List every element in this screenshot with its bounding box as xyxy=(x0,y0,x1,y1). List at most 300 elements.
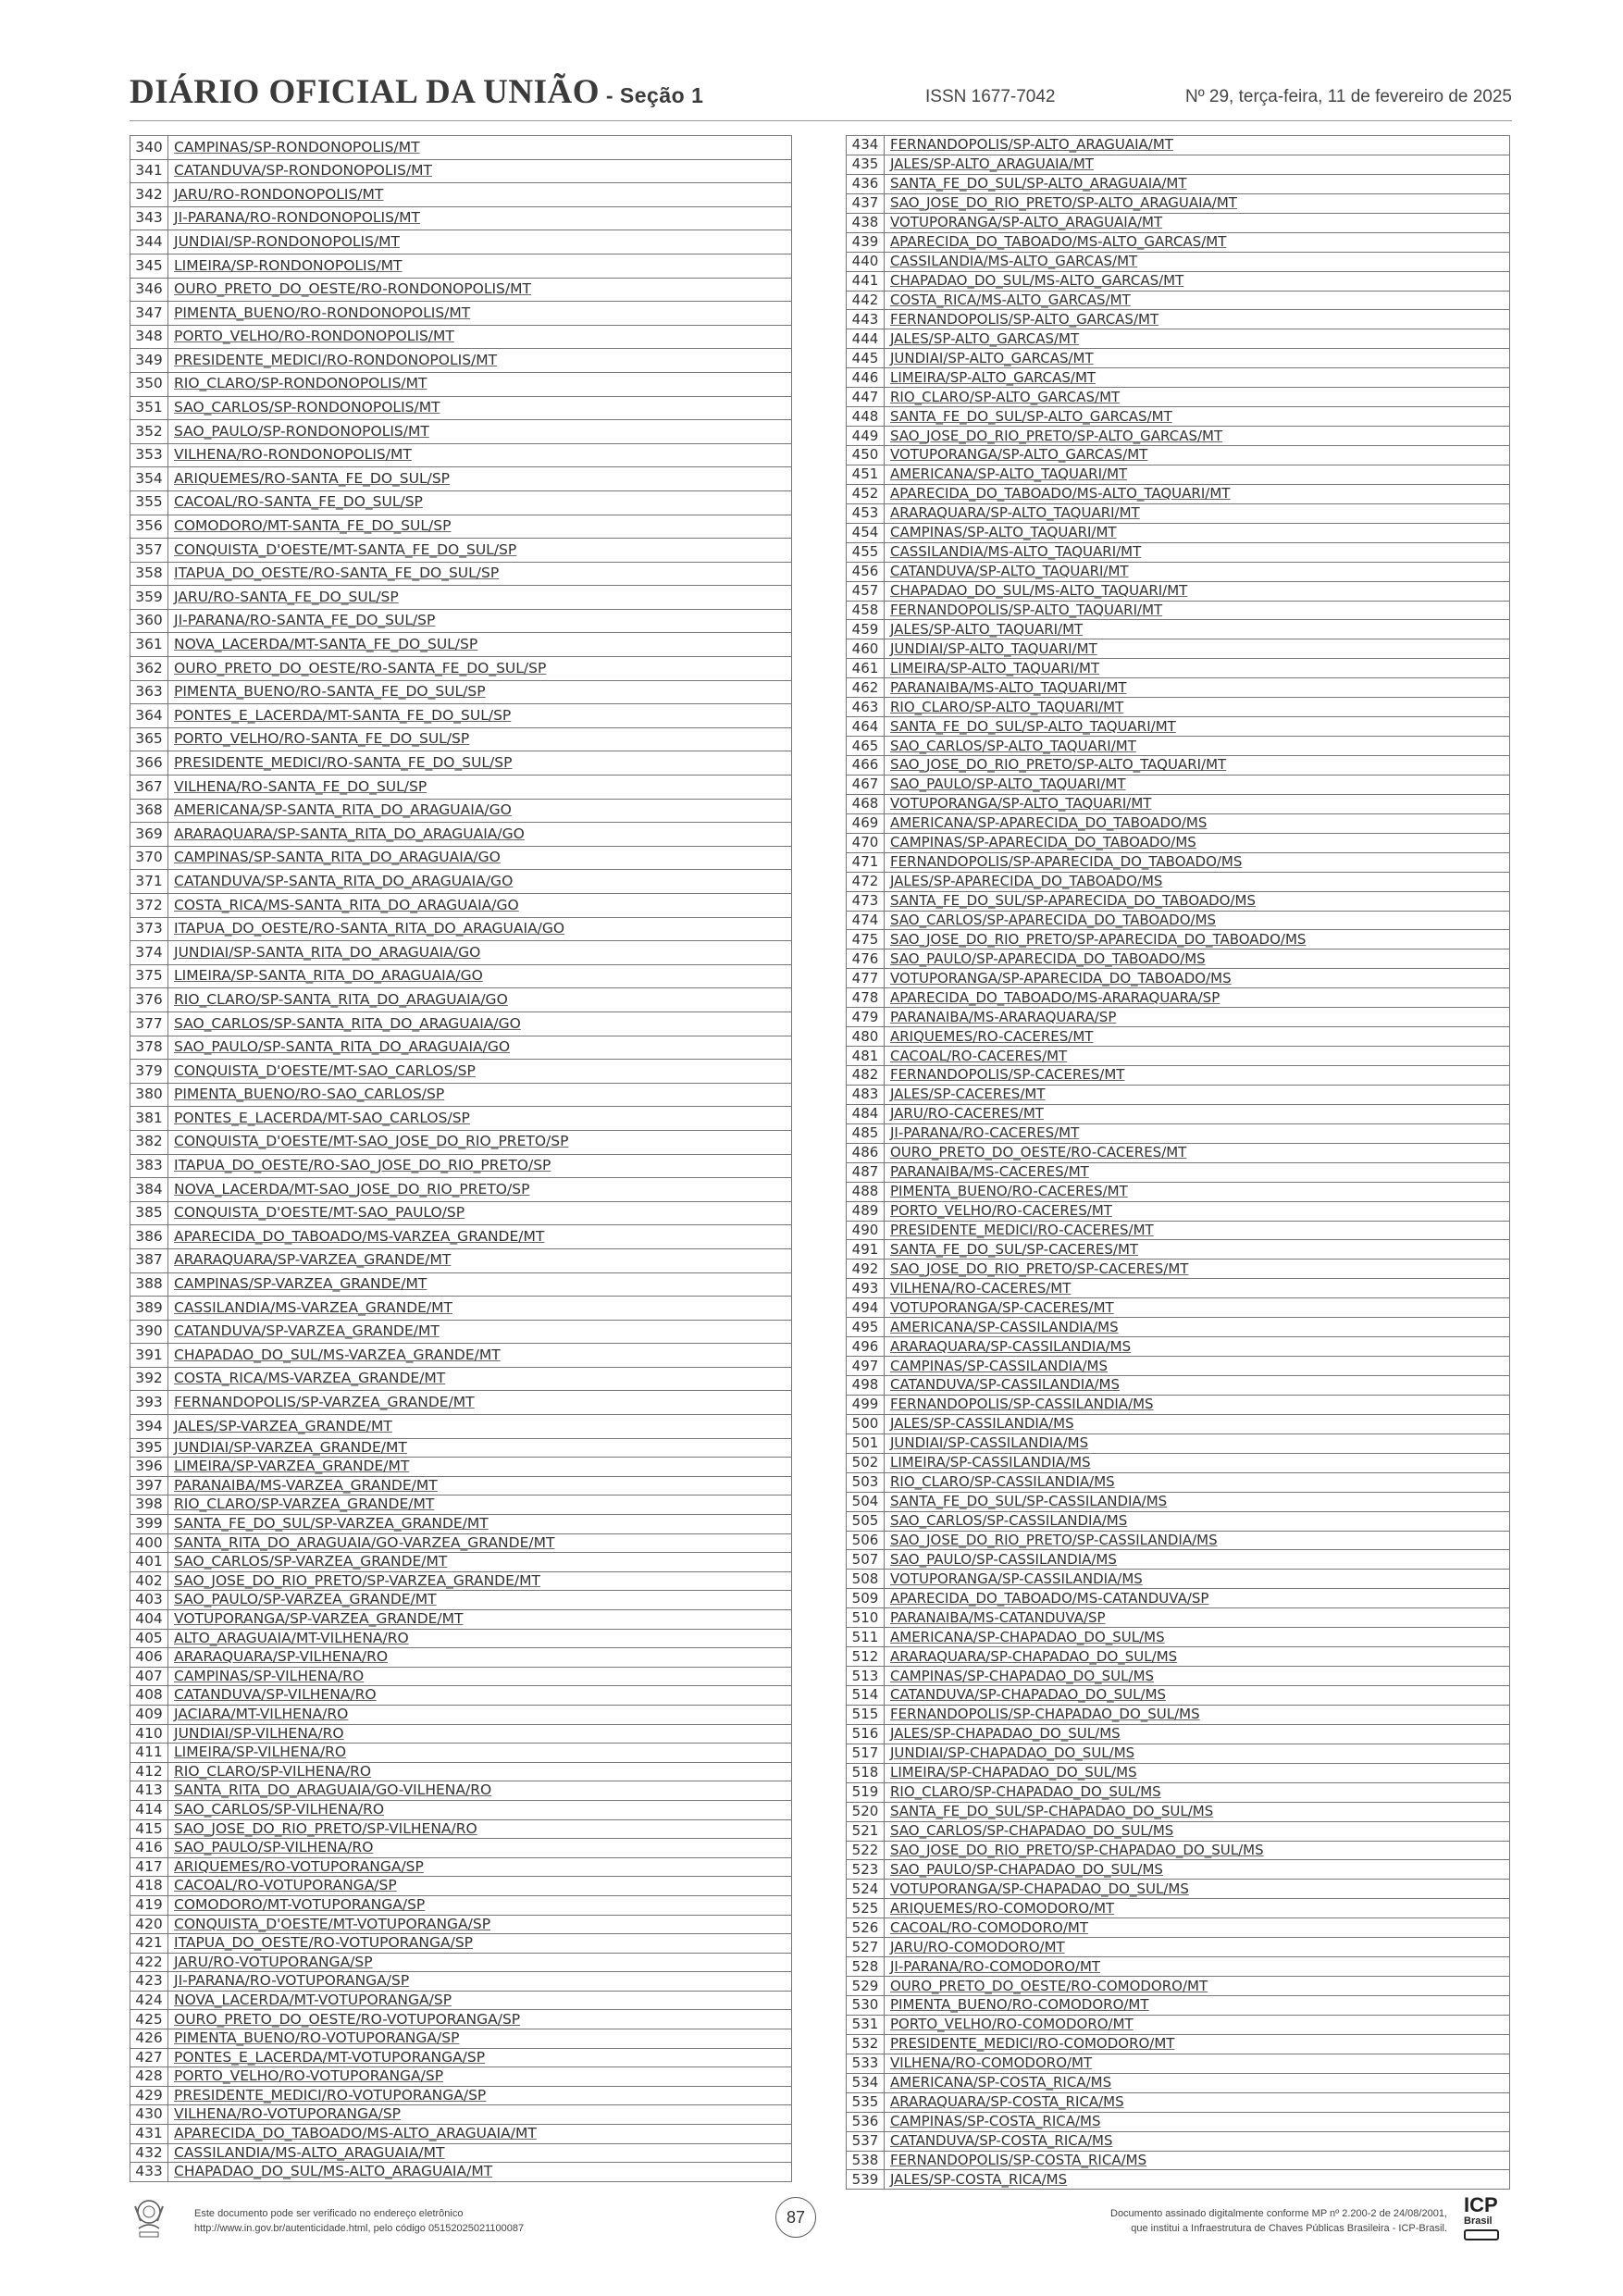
row-number: 375 xyxy=(130,964,168,988)
row-number: 379 xyxy=(130,1060,168,1084)
route-name: ARIQUEMES/RO-COMODORO/MT xyxy=(885,1899,1510,1918)
route-name: PARANAIBA/MS-ARARAQUARA/SP xyxy=(885,1008,1510,1027)
row-number: 469 xyxy=(847,813,885,833)
route-name: SAO_JOSE_DO_RIO_PRETO/SP-ALTO_ARAGUAIA/MT xyxy=(885,193,1510,213)
page-number: 87 xyxy=(775,2197,816,2238)
route-name: JARU/RO-CACERES/MT xyxy=(885,1104,1510,1123)
table-row xyxy=(847,988,1510,1008)
table-row xyxy=(847,2112,1510,2131)
table-row xyxy=(130,870,792,894)
route-name: COSTA_RICA/MS-ALTO_GARCAS/MT xyxy=(885,291,1510,310)
row-number: 523 xyxy=(847,1860,885,1880)
row-number: 380 xyxy=(130,1083,168,1107)
table-row xyxy=(847,620,1510,639)
route-name: SANTA_FE_DO_SUL/SP-CACERES/MT xyxy=(885,1240,1510,1260)
route-name: ITAPUA_DO_OESTE/RO-SAO_JOSE_DO_RIO_PRETO/SP xyxy=(168,1154,792,1178)
row-number: 435 xyxy=(847,155,885,174)
row-number: 411 xyxy=(130,1744,168,1763)
row-number: 482 xyxy=(847,1066,885,1086)
coat-of-arms-icon xyxy=(130,2193,168,2243)
route-name: CONQUISTA_D'OESTE/MT-VOTUPORANGA/SP xyxy=(168,1915,792,1934)
row-number: 409 xyxy=(130,1705,168,1724)
verification-notice: Este documento pode ser verificado no endereço eletrônico http://www.in.gov.br/autenticidade.html, pelo código 05152025021100087 xyxy=(194,2208,525,2234)
row-number: 388 xyxy=(130,1272,168,1297)
row-number: 527 xyxy=(847,1938,885,1957)
table-row xyxy=(847,465,1510,484)
route-name: CATANDUVA/SP-RONDONOPOLIS/MT xyxy=(168,159,792,183)
table-row xyxy=(130,1515,792,1534)
route-name: FERNANDOPOLIS/SP-CASSILANDIA/MS xyxy=(885,1395,1510,1414)
row-number: 356 xyxy=(130,515,168,539)
row-number: 352 xyxy=(130,420,168,444)
row-number: 426 xyxy=(130,2029,168,2049)
route-name: SAO_JOSE_DO_RIO_PRETO/SP-VILHENA/RO xyxy=(168,1819,792,1839)
route-name: ARIQUEMES/RO-CACERES/MT xyxy=(885,1027,1510,1047)
row-number: 515 xyxy=(847,1705,885,1724)
row-number: 403 xyxy=(130,1591,168,1610)
table-row xyxy=(130,1107,792,1131)
table-row xyxy=(130,988,792,1012)
route-name: OURO_PRETO_DO_OESTE/RO-VOTUPORANGA/SP xyxy=(168,2010,792,2029)
table-row xyxy=(130,1320,792,1344)
table-row xyxy=(130,396,792,420)
table-row xyxy=(847,1395,1510,1414)
row-number: 445 xyxy=(847,349,885,368)
table-row xyxy=(847,872,1510,891)
row-number: 472 xyxy=(847,872,885,891)
table-row xyxy=(847,155,1510,174)
table-row xyxy=(847,1260,1510,1279)
route-name: RIO_CLARO/SP-SANTA_RITA_DO_ARAGUAIA/GO xyxy=(168,988,792,1012)
route-name: SAO_JOSE_DO_RIO_PRETO/SP-CHAPADAO_DO_SUL/MS xyxy=(885,1841,1510,1860)
table-row xyxy=(847,193,1510,213)
table-row xyxy=(847,310,1510,329)
row-number: 478 xyxy=(847,988,885,1008)
row-number: 414 xyxy=(130,1800,168,1819)
row-number: 376 xyxy=(130,988,168,1012)
row-number: 519 xyxy=(847,1782,885,1802)
row-number: 420 xyxy=(130,1915,168,1934)
route-name: JALES/SP-CHAPADAO_DO_SUL/MS xyxy=(885,1724,1510,1744)
route-name: CATANDUVA/SP-VILHENA/RO xyxy=(168,1686,792,1706)
row-number: 537 xyxy=(847,2131,885,2151)
row-number: 345 xyxy=(130,254,168,278)
table-row xyxy=(130,1533,792,1553)
row-number: 471 xyxy=(847,852,885,872)
row-number: 525 xyxy=(847,1899,885,1918)
row-number: 489 xyxy=(847,1201,885,1221)
table-row xyxy=(847,388,1510,407)
route-name: APARECIDA_DO_TABOADO/MS-ALTO_TAQUARI/MT xyxy=(885,484,1510,503)
route-name: SAO_CARLOS/SP-CASSILANDIA/MS xyxy=(885,1511,1510,1531)
row-number: 373 xyxy=(130,917,168,941)
table-row xyxy=(130,206,792,230)
table-row xyxy=(130,278,792,302)
table-row xyxy=(130,2125,792,2144)
row-number: 490 xyxy=(847,1221,885,1240)
row-number: 361 xyxy=(130,633,168,657)
row-number: 461 xyxy=(847,659,885,678)
row-number: 510 xyxy=(847,1608,885,1628)
table-row xyxy=(847,1705,1510,1724)
row-number: 538 xyxy=(847,2151,885,2170)
table-row xyxy=(847,2015,1510,2034)
table-row xyxy=(130,254,792,278)
table-row xyxy=(130,1934,792,1954)
row-number: 473 xyxy=(847,891,885,911)
table-row xyxy=(130,562,792,586)
row-number: 483 xyxy=(847,1085,885,1104)
route-name: JARU/RO-RONDONOPOLIS/MT xyxy=(168,183,792,207)
table-row xyxy=(847,1357,1510,1376)
table-row xyxy=(847,930,1510,949)
row-number: 459 xyxy=(847,620,885,639)
table-row xyxy=(130,1225,792,1249)
row-number: 429 xyxy=(130,2086,168,2105)
table-row xyxy=(130,2048,792,2067)
row-number: 456 xyxy=(847,562,885,581)
table-row xyxy=(130,1629,792,1648)
route-name: PIMENTA_BUENO/RO-SAO_CARLOS/SP xyxy=(168,1083,792,1107)
route-name: VILHENA/RO-COMODORO/MT xyxy=(885,2054,1510,2073)
table-row xyxy=(847,1667,1510,1686)
table-row xyxy=(130,1154,792,1178)
route-name: VOTUPORANGA/SP-ALTO_ARAGUAIA/MT xyxy=(885,213,1510,232)
row-number: 467 xyxy=(847,775,885,794)
table-row xyxy=(130,349,792,373)
table-row xyxy=(847,1686,1510,1706)
route-name: SAO_PAULO/SP-VARZEA_GRANDE/MT xyxy=(168,1591,792,1610)
table-row xyxy=(130,1083,792,1107)
issn: ISSN 1677-7042 xyxy=(925,87,1056,106)
route-name: PARANAIBA/MS-CACERES/MT xyxy=(885,1162,1510,1182)
row-number: 341 xyxy=(130,159,168,183)
route-name: JALES/SP-VARZEA_GRANDE/MT xyxy=(168,1415,792,1439)
route-name: CAMPINAS/SP-APARECIDA_DO_TABOADO/MS xyxy=(885,833,1510,852)
row-number: 447 xyxy=(847,388,885,407)
route-name: APARECIDA_DO_TABOADO/MS-ALTO_GARCAS/MT xyxy=(885,232,1510,252)
route-name: CONQUISTA_D'OESTE/MT-SANTA_FE_DO_SUL/SP xyxy=(168,539,792,563)
table-row xyxy=(847,813,1510,833)
row-number: 385 xyxy=(130,1201,168,1225)
table-row xyxy=(847,232,1510,252)
table-row xyxy=(130,2163,792,2182)
route-name: JI-PARANA/RO-COMODORO/MT xyxy=(885,1957,1510,1977)
row-number: 378 xyxy=(130,1036,168,1060)
route-name: VOTUPORANGA/SP-CASSILANDIA/MS xyxy=(885,1570,1510,1589)
route-name: CASSILANDIA/MS-ALTO_TAQUARI/MT xyxy=(885,542,1510,562)
row-number: 446 xyxy=(847,368,885,388)
route-name: APARECIDA_DO_TABOADO/MS-CATANDUVA/SP xyxy=(885,1589,1510,1608)
route-name: SANTA_RITA_DO_ARAGUAIA/GO-VILHENA/RO xyxy=(168,1781,792,1801)
table-row xyxy=(130,490,792,515)
row-number: 366 xyxy=(130,751,168,776)
table-row xyxy=(847,368,1510,388)
row-number: 422 xyxy=(130,1953,168,1972)
route-table-right xyxy=(846,135,1510,2190)
table-row xyxy=(130,941,792,965)
route-name: LIMEIRA/SP-RONDONOPOLIS/MT xyxy=(168,254,792,278)
page-header xyxy=(130,72,1512,120)
route-name: AMERICANA/SP-ALTO_TAQUARI/MT xyxy=(885,465,1510,484)
row-number: 386 xyxy=(130,1225,168,1249)
row-number: 492 xyxy=(847,1260,885,1279)
row-number: 432 xyxy=(130,2143,168,2163)
route-name: ITAPUA_DO_OESTE/RO-VOTUPORANGA/SP xyxy=(168,1934,792,1954)
table-row xyxy=(847,2151,1510,2170)
row-number: 392 xyxy=(130,1367,168,1391)
table-row xyxy=(847,1724,1510,1744)
row-number: 475 xyxy=(847,930,885,949)
route-name: AMERICANA/SP-COSTA_RICA/MS xyxy=(885,2073,1510,2092)
table-row xyxy=(130,325,792,349)
row-number: 531 xyxy=(847,2015,885,2034)
table-row xyxy=(847,833,1510,852)
route-name: PRESIDENTE_MEDICI/RO-RONDONOPOLIS/MT xyxy=(168,349,792,373)
row-number: 389 xyxy=(130,1297,168,1321)
row-number: 397 xyxy=(130,1476,168,1496)
row-number: 442 xyxy=(847,291,885,310)
row-number: 358 xyxy=(130,562,168,586)
route-name: SANTA_FE_DO_SUL/SP-VARZEA_GRANDE/MT xyxy=(168,1515,792,1534)
route-name: JALES/SP-APARECIDA_DO_TABOADO/MS xyxy=(885,872,1510,891)
table-row xyxy=(130,964,792,988)
row-number: 454 xyxy=(847,523,885,542)
row-number: 506 xyxy=(847,1531,885,1550)
route-name: SAO_PAULO/SP-CASSILANDIA/MS xyxy=(885,1550,1510,1570)
row-number: 528 xyxy=(847,1957,885,1977)
table-row xyxy=(130,1705,792,1724)
table-row xyxy=(130,2143,792,2163)
table-row xyxy=(130,704,792,728)
row-number: 474 xyxy=(847,911,885,930)
route-name: VOTUPORANGA/SP-APARECIDA_DO_TABOADO/MS xyxy=(885,969,1510,988)
table-row xyxy=(847,1492,1510,1511)
row-number: 427 xyxy=(130,2048,168,2067)
row-number: 400 xyxy=(130,1533,168,1553)
row-number: 382 xyxy=(130,1130,168,1154)
table-row xyxy=(130,1667,792,1686)
row-number: 434 xyxy=(847,136,885,155)
table-row xyxy=(130,1953,792,1972)
route-name: COSTA_RICA/MS-VARZEA_GRANDE/MT xyxy=(168,1367,792,1391)
route-name: PRESIDENTE_MEDICI/RO-COMODORO/MT xyxy=(885,2034,1510,2054)
table-row xyxy=(847,136,1510,155)
route-name: CONQUISTA_D'OESTE/MT-SAO_CARLOS/SP xyxy=(168,1060,792,1084)
route-name: PIMENTA_BUENO/RO-RONDONOPOLIS/MT xyxy=(168,302,792,326)
row-number: 441 xyxy=(847,271,885,291)
route-name: PORTO_VELHO/RO-COMODORO/MT xyxy=(885,2015,1510,2034)
row-number: 424 xyxy=(130,1991,168,2010)
row-number: 466 xyxy=(847,756,885,776)
table-row xyxy=(847,1782,1510,1802)
table-row xyxy=(847,969,1510,988)
table-row xyxy=(130,183,792,207)
row-number: 450 xyxy=(847,446,885,465)
table-row xyxy=(130,2029,792,2049)
row-number: 524 xyxy=(847,1880,885,1899)
table-row xyxy=(847,1453,1510,1472)
route-name: ARARAQUARA/SP-VILHENA/RO xyxy=(168,1648,792,1668)
table-row xyxy=(130,894,792,918)
row-number: 440 xyxy=(847,252,885,271)
table-row xyxy=(847,1841,1510,1860)
route-name: SAO_CARLOS/SP-VILHENA/RO xyxy=(168,1800,792,1819)
route-name: JUNDIAI/SP-RONDONOPOLIS/MT xyxy=(168,230,792,254)
table-row xyxy=(847,639,1510,659)
route-name: FERNANDOPOLIS/SP-APARECIDA_DO_TABOADO/MS xyxy=(885,852,1510,872)
row-number: 539 xyxy=(847,2170,885,2190)
route-name: CAMPINAS/SP-RONDONOPOLIS/MT xyxy=(168,136,792,160)
table-row xyxy=(130,1553,792,1572)
row-number: 505 xyxy=(847,1511,885,1531)
route-name: CHAPADAO_DO_SUL/MS-ALTO_ARAGUAIA/MT xyxy=(168,2163,792,2182)
row-number: 399 xyxy=(130,1515,168,1534)
table-row xyxy=(130,1297,792,1321)
route-name: SAO_JOSE_DO_RIO_PRETO/SP-CACERES/MT xyxy=(885,1260,1510,1279)
route-name: VOTUPORANGA/SP-CACERES/MT xyxy=(885,1298,1510,1318)
table-row xyxy=(847,271,1510,291)
row-number: 533 xyxy=(847,2054,885,2073)
route-name: SAO_CARLOS/SP-VARZEA_GRANDE/MT xyxy=(168,1553,792,1572)
route-name: CHAPADAO_DO_SUL/MS-ALTO_GARCAS/MT xyxy=(885,271,1510,291)
row-number: 410 xyxy=(130,1724,168,1744)
table-row xyxy=(847,2034,1510,2054)
route-name: SAO_CARLOS/SP-RONDONOPOLIS/MT xyxy=(168,396,792,420)
table-row xyxy=(130,586,792,610)
route-name: SAO_PAULO/SP-APARECIDA_DO_TABOADO/MS xyxy=(885,949,1510,969)
route-name: LIMEIRA/SP-CHAPADAO_DO_SUL/MS xyxy=(885,1763,1510,1782)
row-number: 353 xyxy=(130,443,168,467)
table-row xyxy=(130,1248,792,1272)
row-number: 468 xyxy=(847,794,885,813)
table-row xyxy=(130,1610,792,1630)
table-row xyxy=(847,1240,1510,1260)
table-row xyxy=(847,1123,1510,1143)
table-row xyxy=(847,1066,1510,1086)
row-number: 430 xyxy=(130,2105,168,2125)
section-label: - Seção 1 xyxy=(599,83,704,107)
route-name: PIMENTA_BUENO/RO-COMODORO/MT xyxy=(885,1996,1510,2016)
route-name: PIMENTA_BUENO/RO-VOTUPORANGA/SP xyxy=(168,2029,792,2049)
row-number: 402 xyxy=(130,1571,168,1591)
route-name: ARIQUEMES/RO-VOTUPORANGA/SP xyxy=(168,1857,792,1877)
table-row xyxy=(847,1628,1510,1647)
route-name: SAO_JOSE_DO_RIO_PRETO/SP-APARECIDA_DO_TABOADO/MS xyxy=(885,930,1510,949)
route-name: JI-PARANA/RO-RONDONOPOLIS/MT xyxy=(168,206,792,230)
route-name: CATANDUVA/SP-COSTA_RICA/MS xyxy=(885,2131,1510,2151)
table-row xyxy=(847,678,1510,698)
route-name: AMERICANA/SP-CASSILANDIA/MS xyxy=(885,1318,1510,1337)
table-row xyxy=(847,1918,1510,1938)
table-row xyxy=(847,775,1510,794)
route-name: COSTA_RICA/MS-SANTA_RITA_DO_ARAGUAIA/GO xyxy=(168,894,792,918)
route-name: JUNDIAI/SP-CHAPADAO_DO_SUL/MS xyxy=(885,1744,1510,1763)
row-number: 371 xyxy=(130,870,168,894)
row-number: 452 xyxy=(847,484,885,503)
row-number: 451 xyxy=(847,465,885,484)
row-number: 464 xyxy=(847,717,885,737)
route-name: ARIQUEMES/RO-SANTA_FE_DO_SUL/SP xyxy=(168,467,792,491)
route-name: PIMENTA_BUENO/RO-CACERES/MT xyxy=(885,1182,1510,1201)
table-row xyxy=(847,2054,1510,2073)
left-column xyxy=(130,135,792,2182)
row-number: 522 xyxy=(847,1841,885,1860)
table-row xyxy=(130,1496,792,1515)
route-name: ARARAQUARA/SP-CHAPADAO_DO_SUL/MS xyxy=(885,1647,1510,1667)
row-number: 497 xyxy=(847,1357,885,1376)
table-row xyxy=(130,1591,792,1610)
table-row xyxy=(130,799,792,823)
row-number: 458 xyxy=(847,601,885,620)
route-name: JUNDIAI/SP-ALTO_TAQUARI/MT xyxy=(885,639,1510,659)
row-number: 439 xyxy=(847,232,885,252)
route-name: SANTA_FE_DO_SUL/SP-CHAPADAO_DO_SUL/MS xyxy=(885,1802,1510,1821)
table-row xyxy=(130,1895,792,1915)
route-name: PRESIDENTE_MEDICI/RO-VOTUPORANGA/SP xyxy=(168,2086,792,2105)
route-name: PIMENTA_BUENO/RO-SANTA_FE_DO_SUL/SP xyxy=(168,680,792,704)
route-name: CONQUISTA_D'OESTE/MT-SAO_JOSE_DO_RIO_PRETO/SP xyxy=(168,1130,792,1154)
table-row xyxy=(130,230,792,254)
route-name: RIO_CLARO/SP-ALTO_TAQUARI/MT xyxy=(885,698,1510,717)
route-name: PRESIDENTE_MEDICI/RO-SANTA_FE_DO_SUL/SP xyxy=(168,751,792,776)
row-number: 343 xyxy=(130,206,168,230)
route-name: FERNANDOPOLIS/SP-CACERES/MT xyxy=(885,1066,1510,1086)
row-number: 365 xyxy=(130,727,168,751)
route-name: SAO_CARLOS/SP-APARECIDA_DO_TABOADO/MS xyxy=(885,911,1510,930)
table-row xyxy=(847,349,1510,368)
row-number: 387 xyxy=(130,1248,168,1272)
route-name: LIMEIRA/SP-ALTO_TAQUARI/MT xyxy=(885,659,1510,678)
header-divider xyxy=(130,120,1512,121)
route-name: CAMPINAS/SP-CASSILANDIA/MS xyxy=(885,1357,1510,1376)
table-row xyxy=(847,2131,1510,2151)
route-name: VOTUPORANGA/SP-VARZEA_GRANDE/MT xyxy=(168,1610,792,1630)
route-name: CACOAL/RO-CACERES/MT xyxy=(885,1047,1510,1066)
row-number: 396 xyxy=(130,1458,168,1477)
table-row xyxy=(130,1762,792,1781)
row-number: 357 xyxy=(130,539,168,563)
table-row xyxy=(847,252,1510,271)
row-number: 362 xyxy=(130,657,168,681)
route-name: FERNANDOPOLIS/SP-ALTO_GARCAS/MT xyxy=(885,310,1510,329)
route-name: JALES/SP-ALTO_TAQUARI/MT xyxy=(885,620,1510,639)
table-row xyxy=(130,1415,792,1439)
route-name: FERNANDOPOLIS/SP-VARZEA_GRANDE/MT xyxy=(168,1391,792,1415)
table-row xyxy=(130,1972,792,1992)
row-number: 516 xyxy=(847,1724,885,1744)
row-number: 476 xyxy=(847,949,885,969)
row-number: 348 xyxy=(130,325,168,349)
table-row xyxy=(130,1648,792,1668)
table-row xyxy=(847,1938,1510,1957)
row-number: 437 xyxy=(847,193,885,213)
route-name: SANTA_RITA_DO_ARAGUAIA/GO-VARZEA_GRANDE/MT xyxy=(168,1533,792,1553)
row-number: 477 xyxy=(847,969,885,988)
route-name: VILHENA/RO-CACERES/MT xyxy=(885,1279,1510,1298)
table-row xyxy=(847,1589,1510,1608)
route-name: JI-PARANA/RO-CACERES/MT xyxy=(885,1123,1510,1143)
route-name: CAMPINAS/SP-CHAPADAO_DO_SUL/MS xyxy=(885,1667,1510,1686)
table-row xyxy=(130,680,792,704)
route-name: ARARAQUARA/SP-CASSILANDIA/MS xyxy=(885,1337,1510,1357)
row-number: 417 xyxy=(130,1857,168,1877)
digital-signature-notice: Documento assinado digitalmente conforme MP nº 2.200-2 de 24/08/2001, que institui a Infraestrutura de Chaves Públicas Brasileira - ICP-Brasil. xyxy=(1110,2208,1447,2234)
row-number: 360 xyxy=(130,609,168,633)
table-row xyxy=(130,372,792,396)
table-row xyxy=(847,1472,1510,1492)
table-row xyxy=(130,420,792,444)
